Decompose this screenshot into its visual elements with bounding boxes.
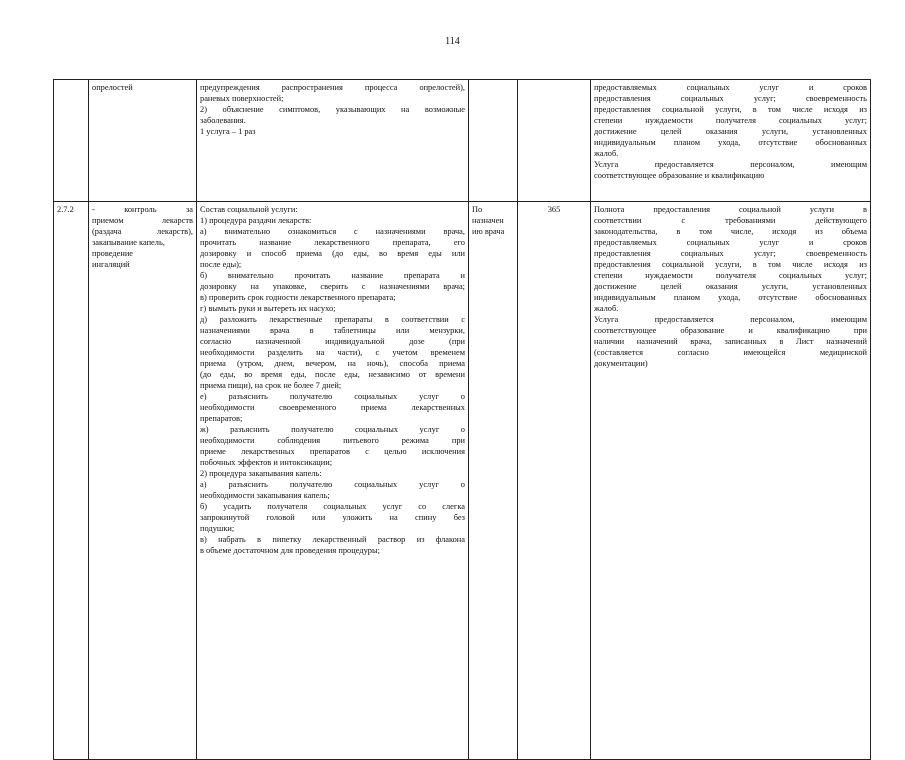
row2-content-line: 2) процедура закапывания капель: <box>200 469 322 478</box>
row2-content-line: необходимости разделить на части), с учетом временем <box>200 348 465 357</box>
table-row <box>54 202 871 760</box>
row2-content-line: назначениями врача в таблетницы или мензурки, <box>200 326 465 335</box>
row2-content-line: ж) разъяснить получателю социальных услуг о <box>200 425 465 434</box>
row2-period-line: назначен <box>472 216 504 225</box>
row2-criteria-line: наличии назначений врача, записанных в Лист назначений <box>594 337 867 346</box>
row2-content-line: Состав социальной услуги: <box>200 205 298 214</box>
row1-criteria-line: соответствующее образование и квалификацию <box>594 171 765 180</box>
row2-name-line: (раздача лекарств), <box>92 227 193 236</box>
row1-num-cell <box>54 80 89 202</box>
row2-volume-cell: 365 <box>518 202 591 760</box>
row1-criteria-line: предоставления социальных услуг; своевременность <box>594 94 867 103</box>
row2-content-line: приема (утром, днем, вечером, на ночь), способа приема <box>200 359 465 368</box>
row2-content-line: г) вымыть руки и вытереть их насухо; <box>200 304 336 313</box>
row2-name-line: ингаляций <box>92 260 130 269</box>
row2-content-line: препаратов; <box>200 414 243 423</box>
row1-criteria-line: предоставления социальной услуги, в том числе исходя из <box>594 105 867 114</box>
row2-content-line: приема пищи), на срок не более 7 дней; <box>200 381 342 390</box>
row2-content-line: а) внимательно ознакомиться с назначениями врача, <box>200 227 465 236</box>
row2-criteria-cell <box>591 202 871 760</box>
row2-name-line: проведение <box>92 249 134 258</box>
row2-content-line: а) разъяснить получателю социальных услуг о <box>200 480 465 489</box>
row2-content-line: приеме лекарственных препаратов с целью исключения <box>200 447 465 456</box>
row2-name-cell <box>89 202 197 760</box>
row1-content-line: 2) объяснение симптомов, указывающих на возможные <box>200 105 465 114</box>
row2-criteria-line: законодательства, в том числе, исходя из объема <box>594 227 867 236</box>
row2-content-line: б) усадить получателя социальных услуг со слегка <box>200 502 465 511</box>
row2-content-line: побочных эффектов и интоксикации; <box>200 458 333 467</box>
row1-criteria-line: достижение целей оказания услуги, установленных <box>594 127 867 136</box>
row1-content-line: предупреждения распространения процесса опрелостей), <box>200 83 465 92</box>
row2-content-line: е) разъяснить получателю социальных услуг о <box>200 392 465 401</box>
row2-name-line: - контроль за <box>92 205 193 214</box>
row1-name-cell: опрелостей <box>89 80 197 202</box>
row2-criteria-line: документации) <box>594 359 648 368</box>
row2-criteria-line: индивидуальным планом ухода, отсутствие обоснованных <box>594 293 867 302</box>
row2-content-line: в) проверить срок годности лекарственного препарата; <box>200 293 396 302</box>
row1-content-line: заболевания. <box>200 116 246 125</box>
row2-criteria-line: предоставления социальных услуг; своевременность <box>594 249 867 258</box>
row1-criteria-line: Услуга предоставляется персоналом, имеющим <box>594 160 867 169</box>
row2-content-line: необходимости закапывания капель; <box>200 491 330 500</box>
page-number: 114 <box>445 36 460 47</box>
row2-criteria-line: Полнота предоставления социальной услуги в <box>594 205 867 214</box>
row2-period-line: По <box>472 205 483 214</box>
row1-criteria-line: предоставляемых социальных услуг и сроков <box>594 83 867 92</box>
row2-content-line: в объеме достаточном для проведения процедуры; <box>200 546 380 555</box>
row2-criteria-line: предоставления социальной услуги, в том числе исходя из <box>594 260 867 269</box>
row2-content-line: дозировку и способ приема (до еды, во время еды или <box>200 249 465 258</box>
row2-content-line: согласно назначенной индивидуальной дозе (при <box>200 337 465 346</box>
row2-content-line: после еды); <box>200 260 242 269</box>
row2-num-cell: 2.7.2 <box>54 202 89 760</box>
row2-content-line: в) набрать в пипетку лекарственный раствор из флакона <box>200 535 465 544</box>
table-row <box>54 80 871 202</box>
row2-content-line: прочитать название лекарственного препарата, его <box>200 238 465 247</box>
row1-criteria-line: степени нуждаемости получателя социальных услуг; <box>594 116 867 125</box>
row2-name-line: закапывание капель, <box>92 238 165 247</box>
row2-content-line: подушки; <box>200 524 235 533</box>
row2-content-line: необходимости соблюдения питьевого режима при <box>200 436 465 445</box>
row2-criteria-line: достижение целей оказания услуги, установленных <box>594 282 867 291</box>
row2-criteria-line: жалоб. <box>594 304 619 313</box>
row2-content-line: 1) процедура раздачи лекарств: <box>200 216 312 225</box>
row2-content-cell <box>197 202 469 760</box>
row1-content-line: раневых поверхностей; <box>200 94 284 103</box>
row2-content-line: запрокинутой головой или уложить на спину без <box>200 513 465 522</box>
row1-criteria-line: индивидуальным планом ухода, отсутствие обоснованных <box>594 138 867 147</box>
row2-content-line: б) внимательно прочитать название препарата и <box>200 271 465 280</box>
row1-volume-cell <box>518 80 591 202</box>
row2-content-line: необходимости своевременного приема лекарственных <box>200 403 465 412</box>
row1-criteria-cell <box>591 80 871 202</box>
row2-period-line: ию врача <box>472 227 505 236</box>
row1-content-cell <box>197 80 469 202</box>
row2-criteria-line: степени нуждаемости получателя социальных услуг; <box>594 271 867 280</box>
row2-criteria-line: предоставляемых социальных услуг и сроков <box>594 238 867 247</box>
row2-criteria-line: Услуга предоставляется персоналом, имеющим <box>594 315 867 324</box>
row2-criteria-line: соответствующее образование и квалификацию при <box>594 326 867 335</box>
row1-period-cell <box>469 80 518 202</box>
services-table <box>53 79 871 760</box>
row2-content-line: д) разложить лекарственные препараты в соответствии с <box>200 315 465 324</box>
row2-content-line: дозировку на упаковке, сверить с назначениями врача; <box>200 282 465 291</box>
row2-name-line: приемом лекарств <box>92 216 193 225</box>
row1-criteria-line: жалоб. <box>594 149 619 158</box>
row2-criteria-line: (составляется согласно имеющейся медицинской <box>594 348 867 357</box>
row2-content-line: (до еды, во время еды, после еды, независимо от времени <box>200 370 465 379</box>
row2-period-cell <box>469 202 518 760</box>
row2-criteria-line: соответствии с требованиями действующего <box>594 216 867 225</box>
row1-content-line: 1 услуга – 1 раз <box>200 127 256 136</box>
